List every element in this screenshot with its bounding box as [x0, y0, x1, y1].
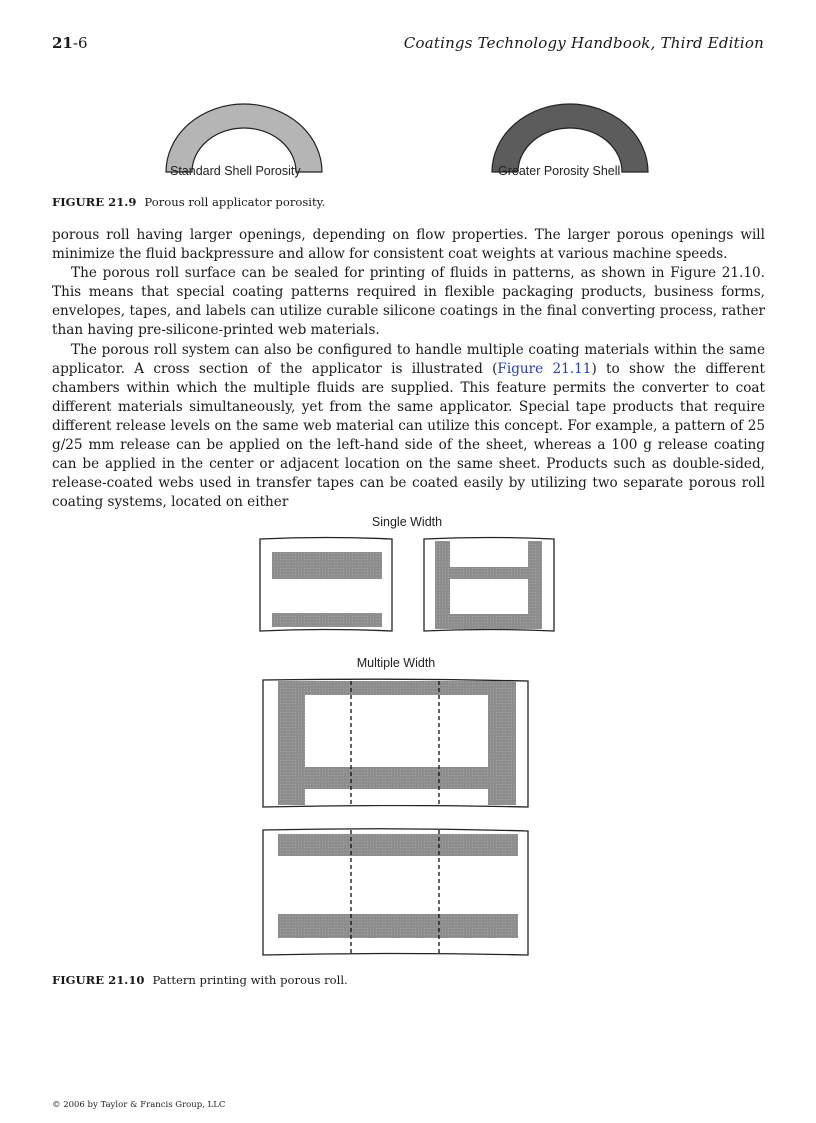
paragraph-2: The porous roll surface can be sealed for printing of fluids in patterns, as shown in Figure 21.10. This means that special coating patterns required in flexible packaging products, business forms, envelopes, tapes, and labels can utilize curable silicone coatings in the final converting process, rather than having pre-silicone-printed web materials. — [52, 265, 765, 339]
caption-text: Pattern printing with porous roll. — [152, 973, 348, 987]
standard-shell-arch — [166, 104, 322, 172]
body-text — [52, 226, 765, 512]
caption-text: Porous roll applicator porosity. — [144, 195, 326, 209]
pattern-printing-diagram — [250, 505, 570, 965]
standard-shell-label: Standard Shell Porosity — [170, 164, 301, 178]
page-header — [52, 34, 764, 54]
figure-21-9 — [160, 100, 660, 190]
multiple-width-label: Multiple Width — [356, 656, 436, 670]
greater-porosity-shell-arch — [492, 104, 648, 172]
paragraph-1: porous roll having larger openings, depending on flow properties. The larger porous openings will minimize the fluid backpressure and allow for consistent coat weights at various machine speeds. — [52, 227, 765, 263]
running-head: Coatings Technology Handbook, Third Edition — [403, 34, 764, 52]
single-width-label: Single Width — [371, 515, 443, 529]
figure-21-11-link[interactable]: Figure 21.11 — [497, 360, 592, 377]
caption-label: FIGURE 21.9 — [52, 195, 137, 209]
figure-21-9-caption — [52, 195, 325, 209]
figure-21-10 — [250, 505, 570, 965]
multiple-width-sheet-bottom — [263, 829, 528, 955]
single-width-sheet-right — [424, 538, 554, 632]
single-width-sheet-left — [260, 538, 392, 632]
page-number: 21-6 — [52, 34, 88, 52]
caption-label: FIGURE 21.10 — [52, 973, 145, 987]
figure-21-10-caption — [52, 973, 348, 987]
greater-porosity-label: Greater Porosity Shell — [498, 164, 621, 178]
multiple-width-sheet-top — [263, 679, 528, 807]
copyright-footer: © 2006 by Taylor & Francis Group, LLC — [52, 1100, 226, 1110]
paragraph-3: The porous roll system can also be configured to handle multiple coating materials within the same applicator. A cross section of the applicator is illustrated (Figure 21.11) to show the different chambers within which the multiple fluids are supplied. This feature permits the converter to coat different materials simultaneously, yet from the same applicator. Special tape products that require different release levels on the same web material can utilize this concept. For example, a pattern of 25 g/25 mm release can be applied on the left-hand side of the sheet, whereas a 100 g release coating can be applied in the center or adjacent location on the same sheet. Products such as double-sided, release-coated webs used in transfer tapes can be coated easily by utilizing two separate porous roll coating systems, located on either — [52, 341, 765, 511]
